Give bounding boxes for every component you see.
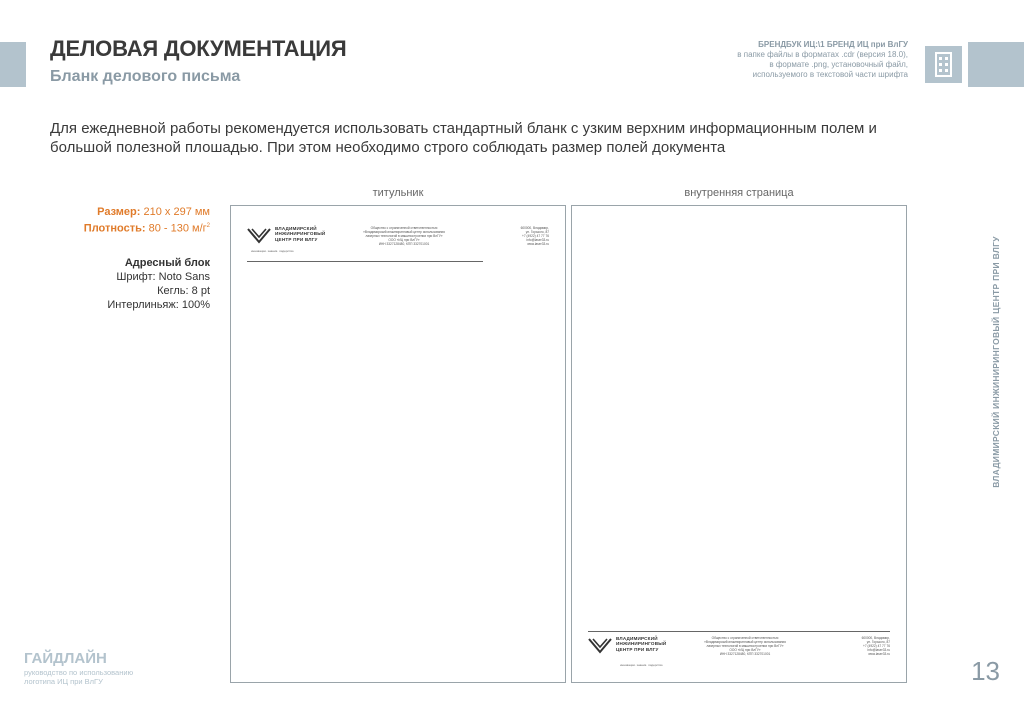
logo-line: ЦЕНТР ПРИ ВЛГУ <box>616 646 659 652</box>
org-line: ИНН 3327128480, КПП 332701001 <box>378 242 430 246</box>
side-vertical-text <box>989 232 1003 492</box>
spec-size <box>97 205 210 219</box>
side-vertical-label: ВЛАДИМИРСКИЙ ИНЖИНИРИНГОВЫЙ ЦЕНТР ПРИ ВЛГУ <box>991 236 1001 488</box>
logo-line: ИНЖИНИРИНГОВЫЙ <box>275 231 326 237</box>
page-number: 13 <box>971 656 1000 686</box>
footer-logo <box>588 636 666 656</box>
chevron-logo-icon <box>588 636 612 656</box>
right-header-tab <box>968 42 1024 87</box>
org-block <box>349 226 459 246</box>
spec-address-title <box>125 256 210 270</box>
brandbook-line: используемого в текстовой части шрифта <box>752 70 908 79</box>
org-line: «Владимирский инжиниринговый центр использования <box>704 640 786 644</box>
org-line: лазерных технологий в машиностроении при ВлГУ» <box>365 234 443 238</box>
logo-tagline: инновации. знания. лидерство <box>620 663 663 667</box>
logo-line: ВЛАДИМИРСКИЙ <box>275 226 317 231</box>
column-label-inner-page: внутренняя страница <box>684 187 794 199</box>
org-line: ООО «ИЦ при ВлГУ» <box>388 238 420 242</box>
guideline-line: руководство по использованию <box>24 668 134 677</box>
contact-line: +7 (4922) 47 77 76 <box>862 644 890 648</box>
contact-block <box>840 636 890 656</box>
brandbook-title: БРЕНДБУК ИЦ:\1 БРЕНД ИЦ при ВлГУ <box>758 40 908 49</box>
org-line: Общество с ограниченной ответственностью <box>711 636 779 640</box>
org-line: лазерных технологий в машиностроении при ВлГУ» <box>706 644 784 648</box>
spec-density <box>84 219 210 236</box>
spec-size-pt: Кегль: 8 pt <box>157 285 210 297</box>
letterhead-logo <box>247 226 325 246</box>
spec-size-value: 210 х 297 мм <box>143 206 210 218</box>
contact-line: ул. Горького, 87 <box>525 230 549 234</box>
inner-page-mockup <box>571 205 907 683</box>
contact-line: info@laser33.ru <box>526 238 549 242</box>
logo-line: ВЛАДИМИРСКИЙ <box>616 636 658 641</box>
spec-density-value: 80 - 130 м/г <box>148 222 207 235</box>
usb-stick-icon <box>925 46 962 83</box>
contact-line: 600000, Владимир, <box>861 636 890 640</box>
spec-density-sup: 2 <box>206 223 210 229</box>
brandbook-line: в папке файлы в форматах .cdr (версия 18.0), <box>737 50 908 59</box>
org-line: «Владимирский инжиниринговый центр использования <box>363 230 445 234</box>
contact-line: +7 (4922) 47 77 76 <box>521 234 549 238</box>
org-line: ООО «ИЦ при ВлГУ» <box>729 648 761 652</box>
org-line: ИНН 3327128480, КПП 332701001 <box>719 652 771 656</box>
spec-size-label: Размер: <box>97 206 141 218</box>
letterhead-divider <box>247 261 483 262</box>
spec-font: Шрифт: Noto Sans <box>116 271 210 283</box>
page-subtitle: Бланк делового письма <box>50 68 241 85</box>
contact-block <box>499 226 549 246</box>
brandbook-line: в формате .png, установочный файл, <box>769 60 908 69</box>
contact-line: info@laser33.ru <box>867 648 890 652</box>
guideline-title: ГАЙДЛАЙН <box>24 650 107 667</box>
contact-line: www.laser33.ru <box>527 242 549 246</box>
spec-leading: Интерлиньяж: 100% <box>107 299 210 311</box>
contact-line: 600000, Владимир, <box>520 226 549 230</box>
title-page-mockup <box>230 205 566 683</box>
contact-line: ул. Горького, 87 <box>866 640 890 644</box>
page-title: ДЕЛОВАЯ ДОКУМЕНТАЦИЯ <box>50 36 347 61</box>
logo-line: ИНЖИНИРИНГОВЫЙ <box>616 641 667 647</box>
chevron-logo-icon <box>247 226 271 246</box>
left-header-tab <box>0 42 26 87</box>
guideline-line: логотипа ИЦ при ВлГУ <box>24 677 103 686</box>
spec-density-label: Плотность: <box>83 222 146 235</box>
footer-divider <box>588 631 890 632</box>
logo-line: ЦЕНТР ПРИ ВЛГУ <box>275 236 318 242</box>
spec-address-title-text: Адресный блок <box>124 257 210 269</box>
column-label-title-page: титульник <box>372 187 424 199</box>
org-line: Общество с ограниченной ответственностью <box>370 226 438 230</box>
org-block <box>690 636 800 656</box>
logo-tagline: инновации. знания. лидерство <box>251 249 294 253</box>
intro-paragraph: Для ежедневной работы рекомендуется использовать стандартный бланк с узким верхним информационным полем и большой полезной плошадью. При этом необходимо строго соблюдать размер полей документа <box>50 120 877 156</box>
contact-line: www.laser33.ru <box>868 652 890 656</box>
